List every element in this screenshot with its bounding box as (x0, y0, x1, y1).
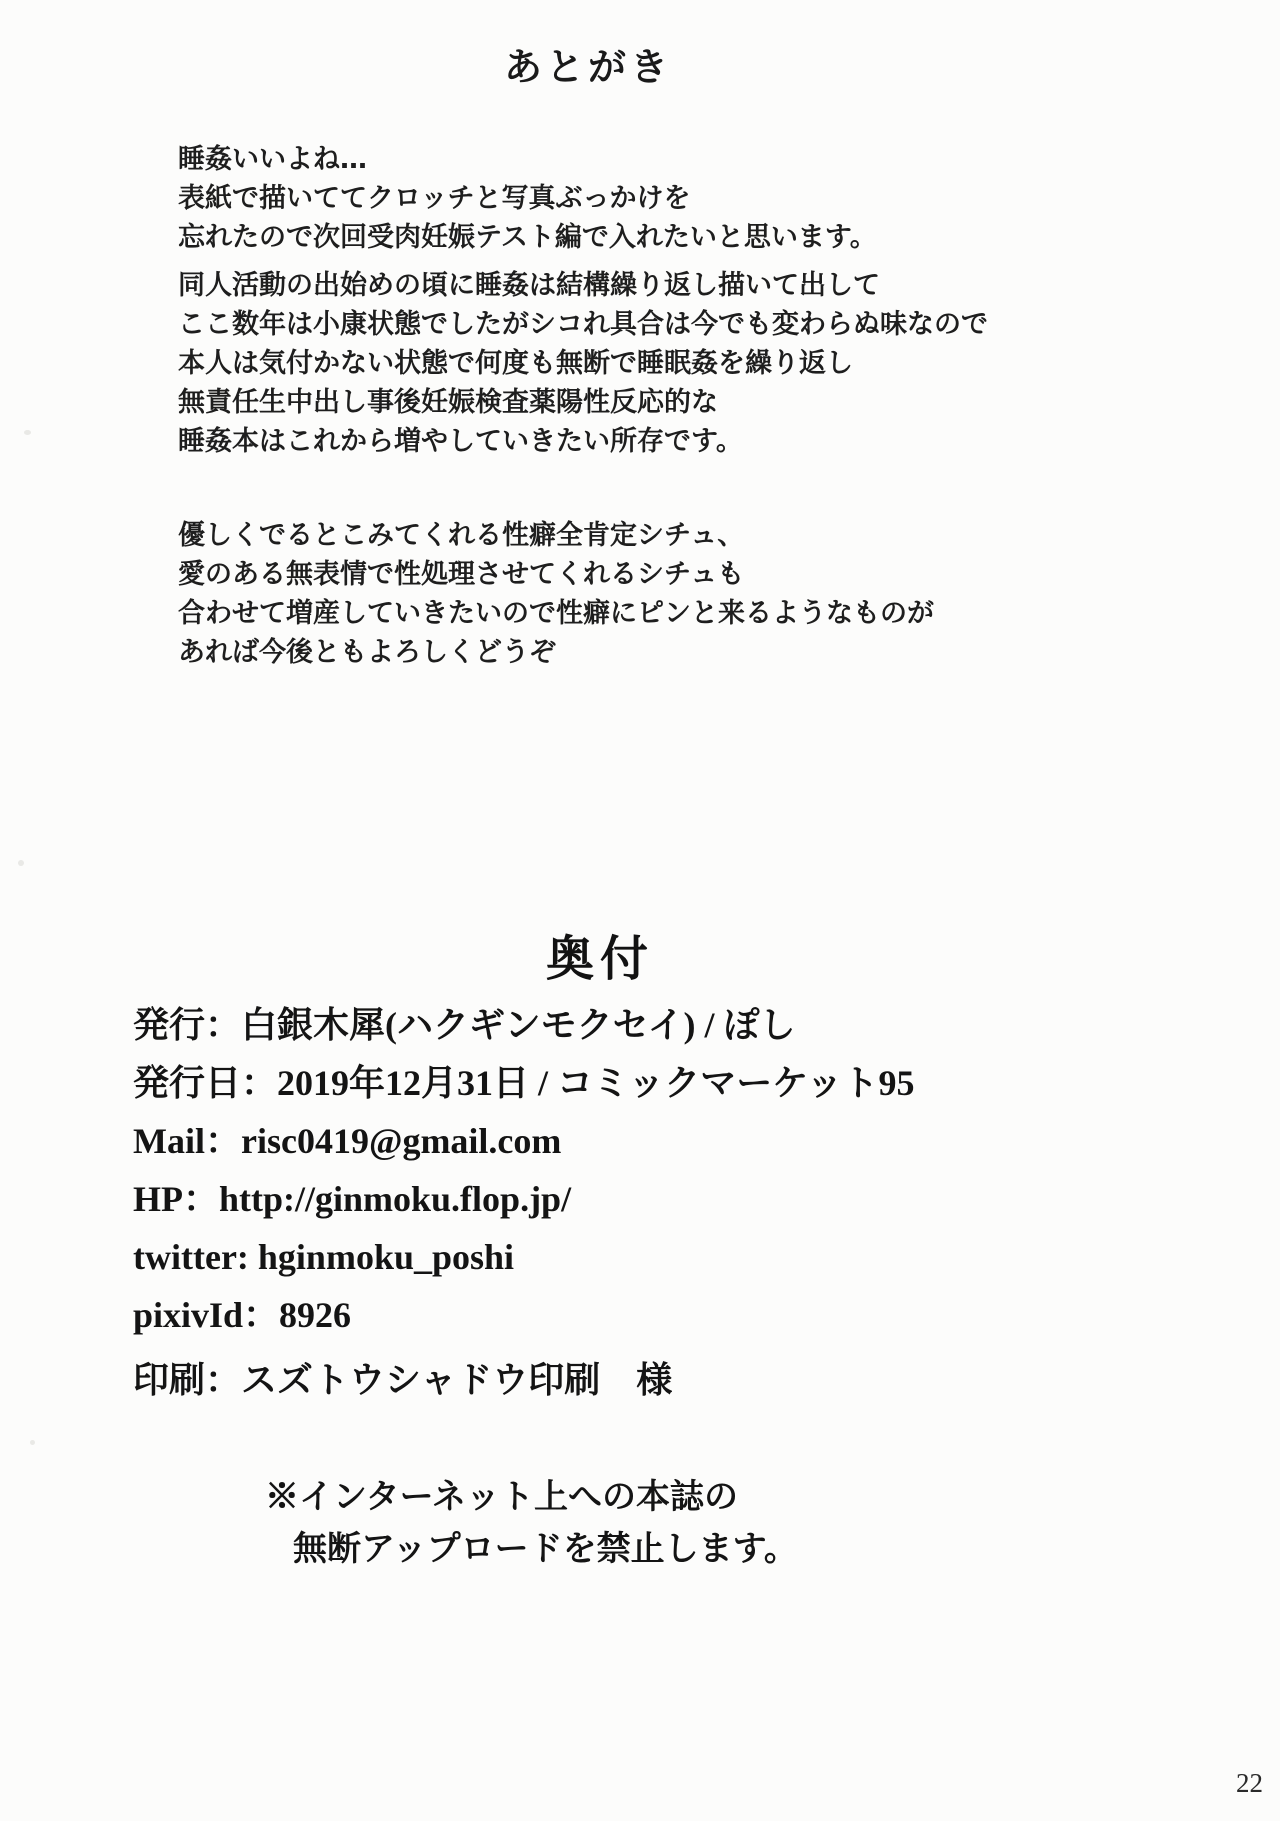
afterword-line: ここ数年は小康状態でしたがシコれ具合は今でも変わらぬ味なので (178, 309, 988, 340)
afterword-line: 睡姦本はこれから増やしていきたい所存です。 (178, 426, 743, 457)
printer-line: 印刷：スズトウシャドウ印刷 様 (133, 1360, 673, 1400)
afterword-paragraph-1 (178, 140, 1138, 257)
afterword-line: 忘れたので次回受肉妊娠テスト編で入れたいと思います。 (178, 222, 877, 253)
scan-artifact (30, 1440, 35, 1445)
afterword-line: 無責任生中出し事後妊娠検査薬陽性反応的な (178, 387, 718, 418)
twitter-line: twitter: hginmoku_poshi (133, 1237, 515, 1277)
publish-date-line: 発行日：2019年12月31日 / コミックマーケット95 (133, 1063, 915, 1103)
afterword-line: 本人は気付かない状態で何度も無断で睡眠姦を繰り返し (178, 348, 853, 379)
page-number: 22 (1236, 1768, 1263, 1798)
colophon-info-block (133, 996, 914, 1344)
colophon-title: 奥付 (545, 933, 654, 986)
notice-line: ※インターネット上への本誌の (265, 1479, 738, 1516)
afterword-line: 睡姦いいよね… (178, 144, 367, 175)
scan-artifact (18, 860, 24, 866)
mail-line: Mail：risc0419@gmail.com (133, 1121, 562, 1161)
afterword-line: あれば今後ともよろしくどうぞ (178, 637, 556, 668)
hp-line: HP：http://ginmoku.flop.jp/ (133, 1179, 572, 1219)
scan-artifact (24, 430, 31, 435)
upload-prohibition-notice (265, 1472, 798, 1576)
afterword-line: 合わせて増産していきたいので性癖にピンと来るようなものが (178, 598, 934, 629)
pixiv-id-line: pixivId：8926 (133, 1295, 352, 1335)
notice-line: 無断アップロードを禁止します。 (293, 1531, 798, 1568)
afterword-paragraph-3 (178, 516, 1138, 672)
afterword-line: 愛のある無表情で性処理させてくれるシチュも (178, 559, 745, 590)
afterword-line: 表紙で描いててクロッチと写真ぶっかけを (178, 183, 691, 214)
afterword-title: あとがき (503, 45, 672, 89)
afterword-paragraph-2 (178, 266, 1138, 461)
afterword-line: 同人活動の出始めの頃に睡姦は結構繰り返し描いて出して (178, 270, 880, 301)
afterword-line: 優しくでるとこみてくれる性癖全肯定シチュ、 (178, 520, 745, 551)
publisher-line: 発行：白銀木犀(ハクギンモクセイ) / ぽし (133, 1005, 796, 1045)
